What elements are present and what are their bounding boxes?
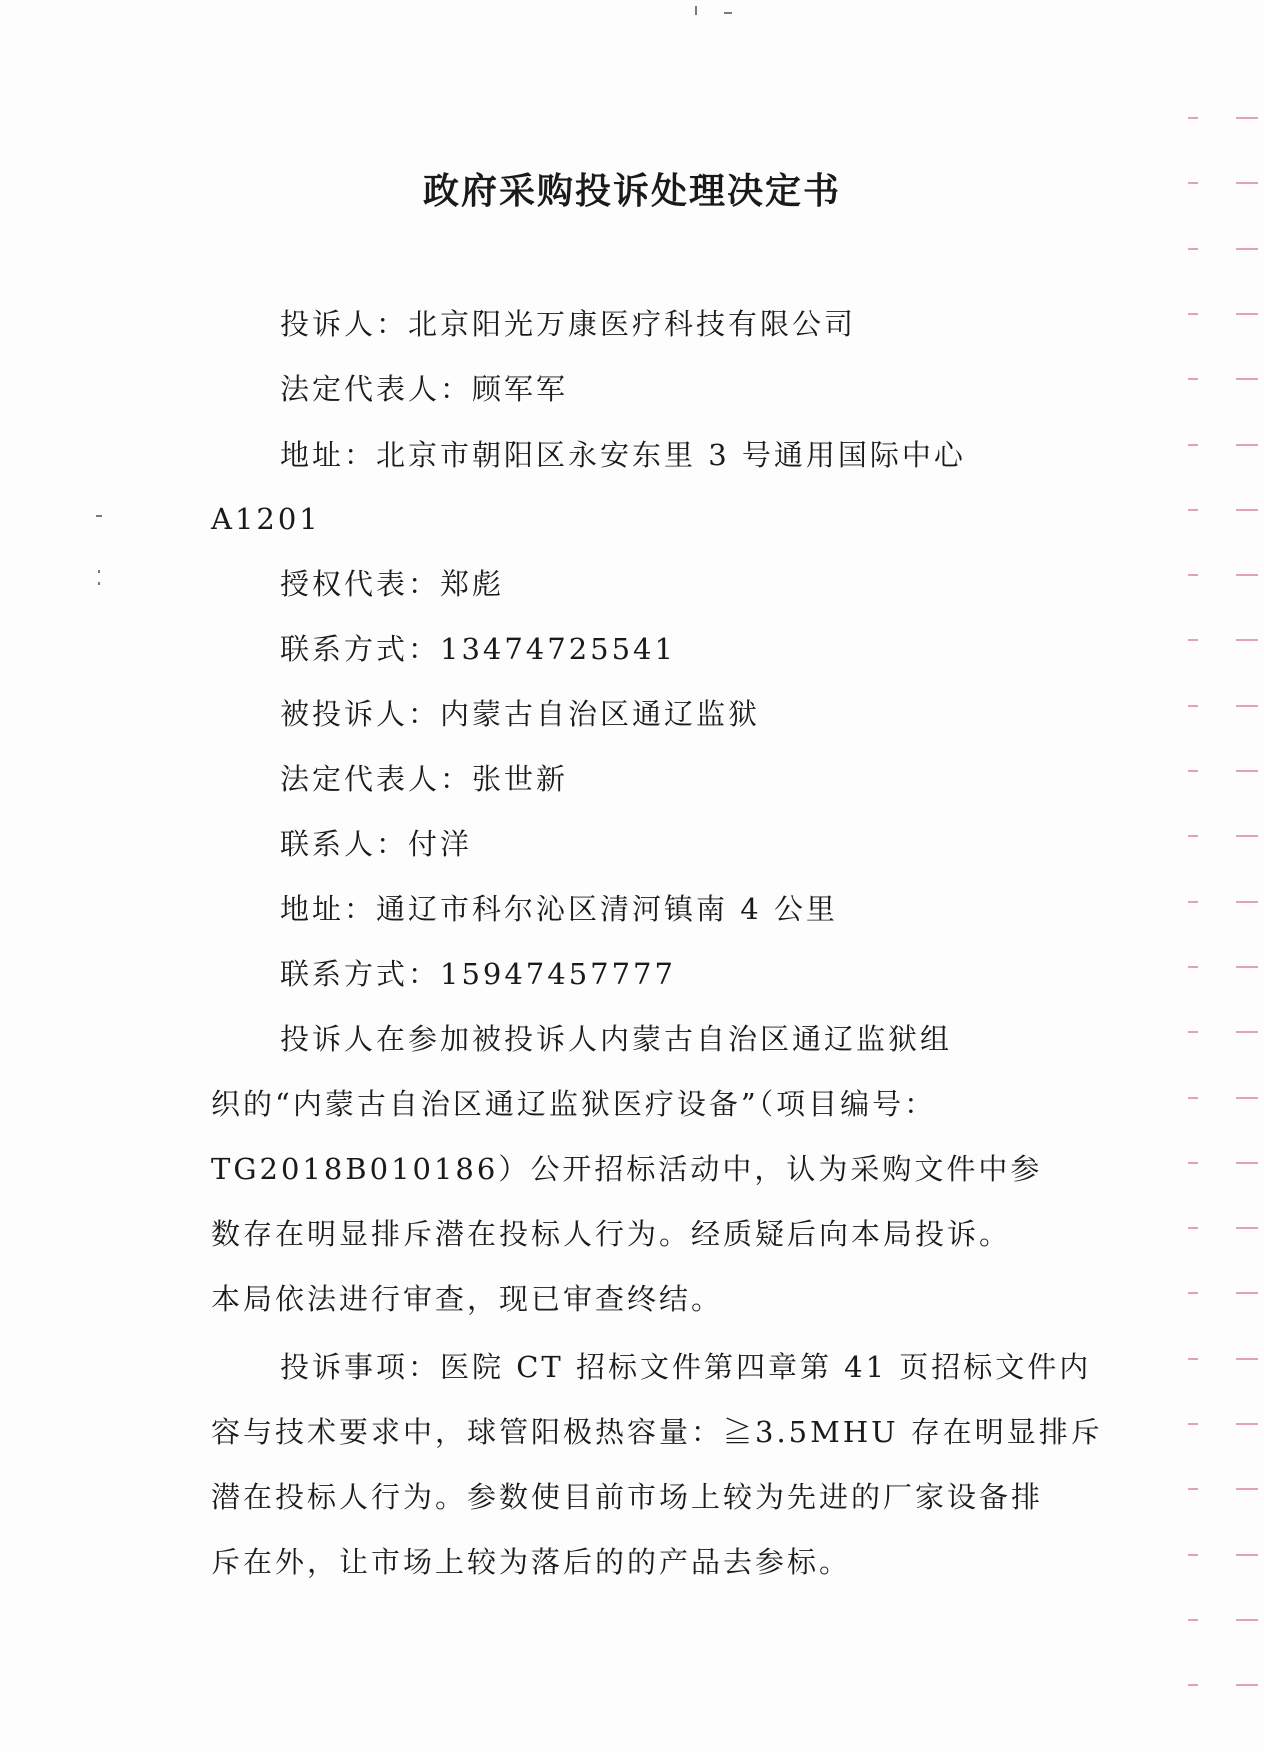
paragraph-line: 潜在投标人行为。参数使目前市场上较为先进的厂家设备排 (211, 1480, 1044, 1514)
margin-tick (1188, 1488, 1198, 1490)
margin-tick (1188, 1423, 1198, 1425)
complainant-line: 投诉人：北京阳光万康医疗科技有限公司 (280, 307, 857, 341)
margin-tick (1188, 117, 1198, 119)
margin-tick (1236, 509, 1258, 511)
margin-tick (1236, 1358, 1258, 1360)
margin-tick (1236, 248, 1258, 250)
respondent-contact-line: 联系方式：15947457777 (280, 957, 676, 991)
margin-tick (1236, 901, 1258, 903)
margin-tick (1236, 444, 1258, 446)
complainant-address-line: 地址：北京市朝阳区永安东里 3 号通用国际中心 (280, 438, 966, 472)
margin-tick (1188, 1227, 1198, 1229)
paragraph-line: 本局依法进行审查，现已审查终结。 (211, 1282, 724, 1316)
paragraph-line: 容与技术要求中，球管阳极热容量：≧3.5MHU 存在明显排斥 (211, 1415, 1103, 1449)
respondent-address-line: 地址：通辽市科尔沁区清河镇南 4 公里 (280, 892, 838, 926)
paragraph-line: 斥在外，让市场上较为落后的的产品去参标。 (211, 1545, 852, 1579)
margin-tick (1188, 1097, 1198, 1099)
paragraph-line: 投诉事项：医院 CT 招标文件第四章第 41 页招标文件内 (280, 1350, 1092, 1384)
margin-tick (1236, 1227, 1258, 1229)
document-title: 政府采购投诉处理决定书 (422, 170, 841, 212)
margin-tick (1236, 1619, 1258, 1621)
margin-tick (1188, 509, 1198, 511)
scan-speck (98, 570, 100, 573)
margin-tick (1188, 574, 1198, 576)
margin-tick (1236, 1684, 1258, 1686)
scan-speck (96, 515, 102, 517)
margin-tick (1188, 901, 1198, 903)
paragraph-line: 织的“内蒙古自治区通辽监狱医疗设备”（项目编号： (211, 1087, 937, 1121)
margin-tick (1188, 313, 1198, 315)
margin-tick (1236, 1031, 1258, 1033)
complainant-address-cont-line: A1201 (211, 502, 321, 536)
scan-speck (724, 12, 732, 14)
paragraph-line: 数存在明显排斥潜在投标人行为。经质疑后向本局投诉。 (211, 1217, 1012, 1251)
margin-tick (1188, 1031, 1198, 1033)
respondent-contact-person-line: 联系人：付洋 (280, 827, 473, 861)
margin-tick (1188, 639, 1198, 641)
margin-tick (1236, 1292, 1258, 1294)
authorized-rep-line: 授权代表：郑彪 (280, 567, 505, 601)
respondent-rep-line: 法定代表人：张世新 (280, 762, 569, 796)
margin-tick (1188, 1619, 1198, 1621)
margin-tick (1188, 248, 1198, 250)
margin-tick (1236, 770, 1258, 772)
margin-tick (1236, 966, 1258, 968)
margin-tick (1236, 1423, 1258, 1425)
paragraph-line: TG2018B010186）公开招标活动中，认为采购文件中参 (211, 1152, 1043, 1186)
margin-tick (1188, 1554, 1198, 1556)
margin-tick (1188, 705, 1198, 707)
margin-tick (1236, 705, 1258, 707)
margin-tick (1236, 639, 1258, 641)
margin-tick (1188, 1292, 1198, 1294)
margin-tick (1188, 1684, 1198, 1686)
scan-speck (98, 582, 100, 585)
margin-tick (1188, 378, 1198, 380)
margin-tick (1236, 1097, 1258, 1099)
margin-tick (1188, 770, 1198, 772)
complainant-rep-line: 法定代表人：顾军军 (280, 372, 569, 406)
complainant-contact-line: 联系方式：13474725541 (280, 632, 676, 666)
scan-speck (695, 6, 697, 15)
respondent-line: 被投诉人：内蒙古自治区通辽监狱 (280, 697, 761, 731)
margin-tick (1188, 835, 1198, 837)
margin-tick (1236, 1488, 1258, 1490)
paragraph-line: 投诉人在参加被投诉人内蒙古自治区通辽监狱组 (280, 1022, 953, 1056)
margin-tick (1236, 835, 1258, 837)
margin-tick (1236, 378, 1258, 380)
margin-tick (1188, 966, 1198, 968)
margin-tick (1188, 1162, 1198, 1164)
margin-tick (1236, 1554, 1258, 1556)
margin-tick (1236, 1162, 1258, 1164)
margin-tick (1236, 313, 1258, 315)
margin-tick (1236, 117, 1258, 119)
margin-tick (1188, 444, 1198, 446)
margin-tick (1188, 1358, 1198, 1360)
margin-tick (1236, 574, 1258, 576)
